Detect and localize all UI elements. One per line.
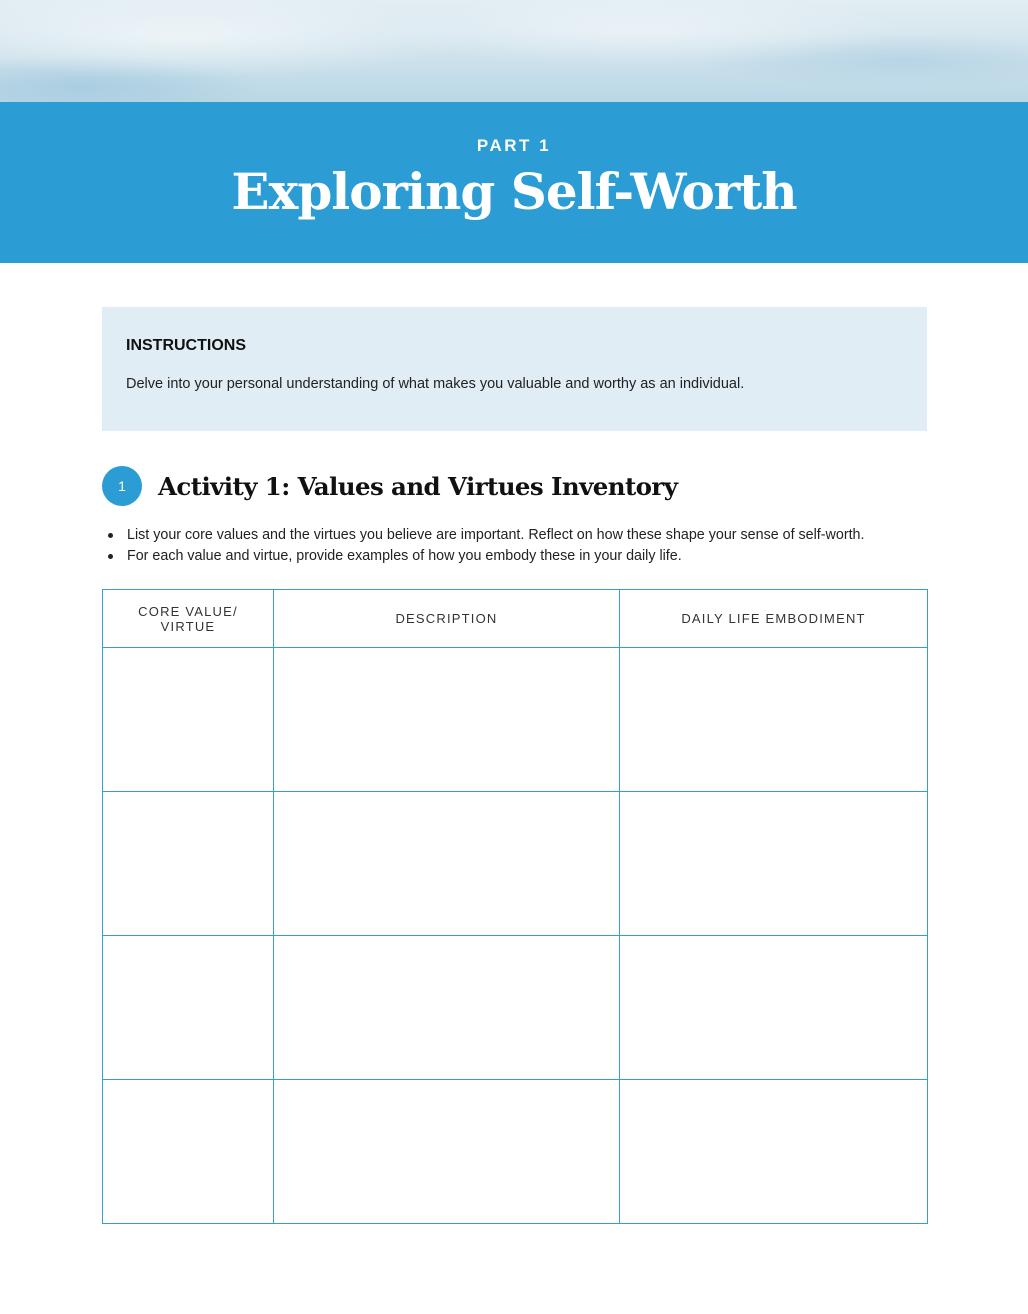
embodiment-cell[interactable] (620, 648, 928, 792)
bullet-item: For each value and virtue, provide examples of how you embody these in your daily life. (108, 546, 864, 567)
description-cell[interactable] (274, 792, 620, 936)
header-description: DESCRIPTION (274, 590, 620, 648)
table-row (103, 936, 928, 1080)
activity-bullets (108, 525, 864, 566)
activity-title: Activity 1: Values and Virtues Inventory (158, 471, 678, 501)
description-cell[interactable] (274, 936, 620, 1080)
header-embodiment: DAILY LIFE EMBODIMENT (620, 590, 928, 648)
embodiment-cell[interactable] (620, 936, 928, 1080)
watercolor-banner (0, 0, 1028, 102)
instructions-box (102, 307, 927, 431)
embodiment-cell[interactable] (620, 792, 928, 936)
header-band (0, 102, 1028, 263)
table-row (103, 792, 928, 936)
header-core-value-line1: CORE VALUE/ (138, 603, 238, 619)
description-cell[interactable] (274, 648, 620, 792)
table-row (103, 1080, 928, 1224)
instructions-heading: INSTRUCTIONS (126, 337, 246, 354)
header-core-value (103, 590, 274, 648)
bullet-item: List your core values and the virtues you believe are important. Reflect on how these shape your sense of self-worth. (108, 525, 864, 546)
activity-header (102, 466, 677, 506)
core-value-cell[interactable] (103, 648, 274, 792)
part-label: PART 1 (476, 136, 552, 155)
page-title: Exploring Self-Worth (231, 162, 797, 221)
embodiment-cell[interactable] (620, 1080, 928, 1224)
description-cell[interactable] (274, 1080, 620, 1224)
header-core-value-line2: VIRTUE (160, 618, 216, 634)
core-value-cell[interactable] (103, 792, 274, 936)
table-header-row (103, 590, 928, 648)
core-value-cell[interactable] (103, 936, 274, 1080)
worksheet-table (102, 589, 928, 1224)
activity-number-badge: 1 (102, 466, 142, 506)
table-row (103, 648, 928, 792)
core-value-cell[interactable] (103, 1080, 274, 1224)
instructions-body: Delve into your personal understanding of what makes you valuable and worthy as an individual. (126, 376, 745, 392)
